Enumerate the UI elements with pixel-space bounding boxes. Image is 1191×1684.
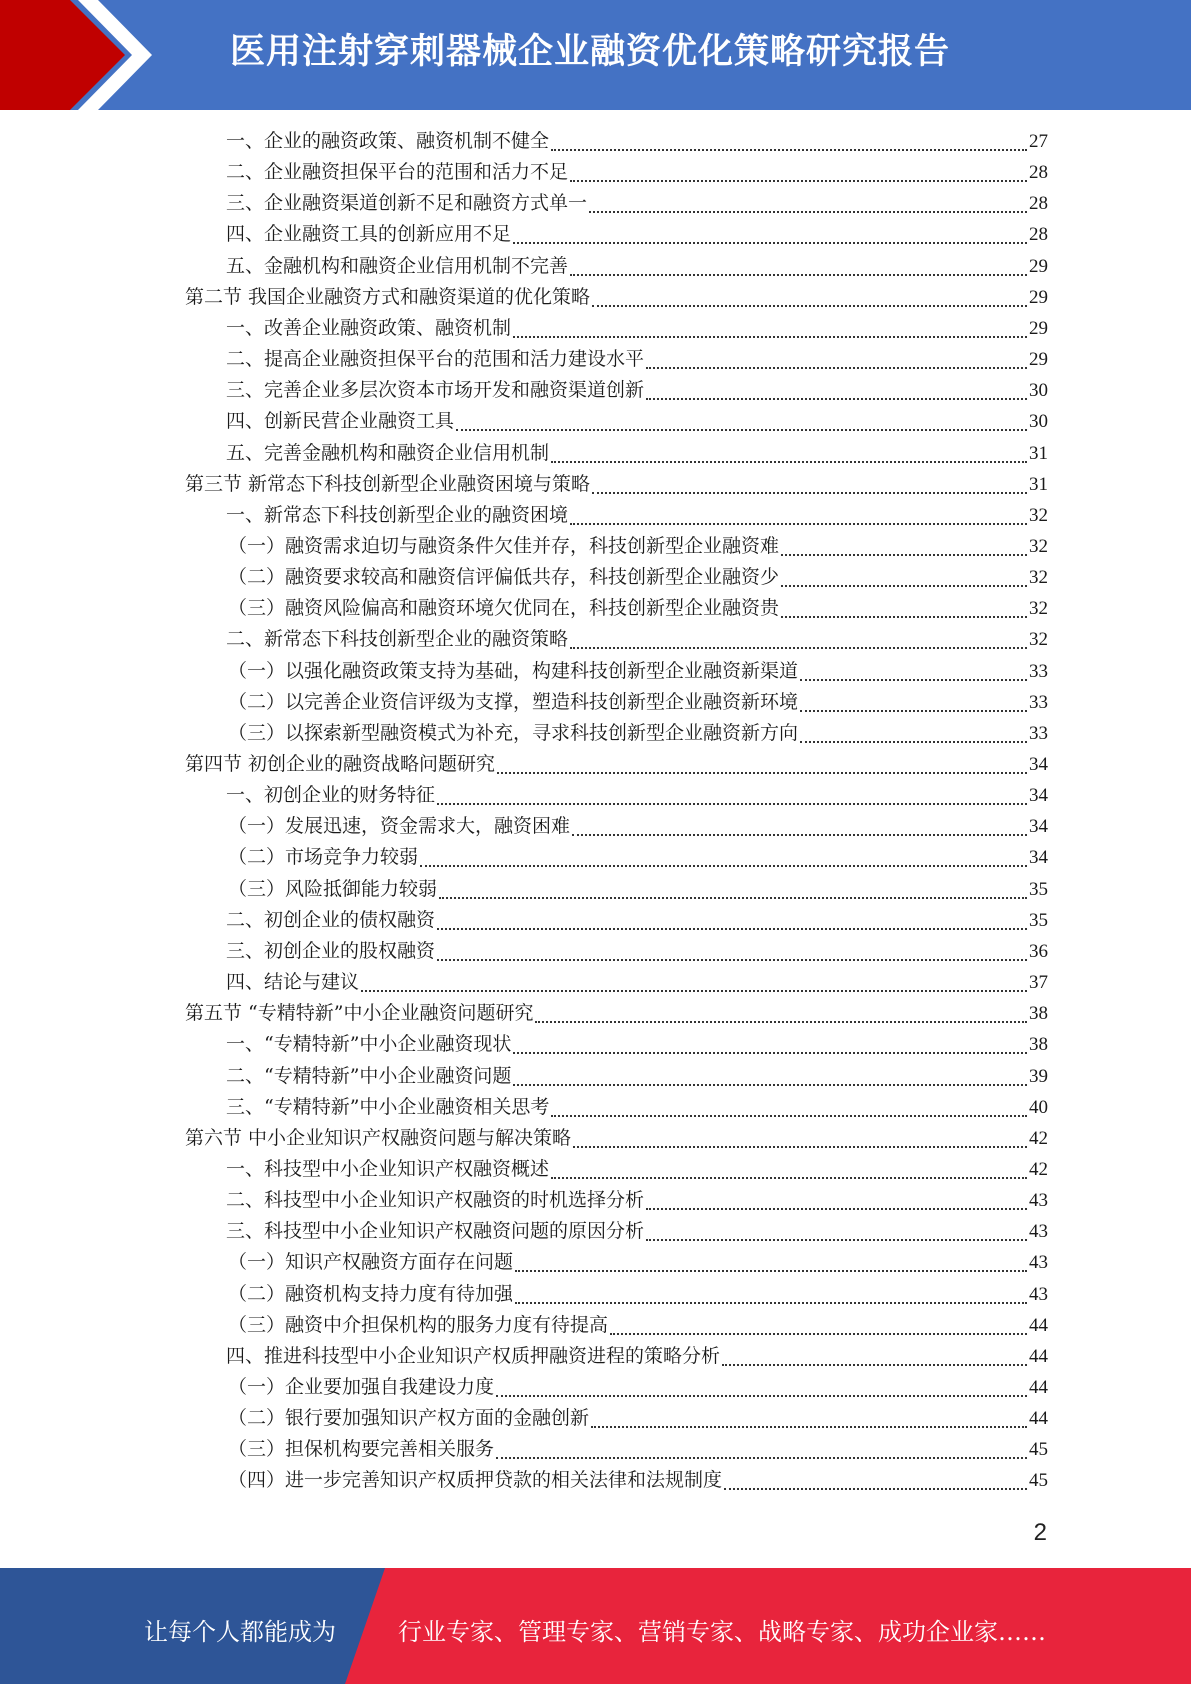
toc-entry[interactable]	[226, 188, 1048, 219]
toc-entry[interactable]	[228, 656, 1048, 687]
toc-entry-label: （四）进一步完善知识产权质押贷款的相关法律和法规制度	[228, 1469, 723, 1491]
toc-leader-dots	[513, 242, 1027, 244]
toc-entry-label: 二、企业融资担保平台的范围和活力不足	[226, 161, 569, 183]
toc-entry-page: 32	[1029, 505, 1048, 526]
toc-entry[interactable]	[226, 967, 1048, 998]
toc-entry[interactable]	[226, 1341, 1048, 1372]
toc-entry-page: 34	[1029, 847, 1048, 868]
toc-entry[interactable]	[226, 219, 1048, 250]
toc-leader-dots	[361, 990, 1027, 992]
toc-entry-label: （三）风险抵御能力较弱	[228, 878, 438, 900]
toc-entry[interactable]	[226, 1154, 1048, 1185]
toc-entry-label: 四、推进科技型中小企业知识产权质押融资进程的策略分析	[226, 1345, 721, 1367]
toc-entry-page: 45	[1029, 1439, 1048, 1460]
toc-entry-label: 三、企业融资渠道创新不足和融资方式单一	[226, 192, 588, 214]
toc-entry-label: 四、创新民营企业融资工具	[226, 410, 455, 432]
toc-entry-label: 第五节 “专精特新”中小企业融资问题研究	[185, 1002, 534, 1024]
toc-entry-page: 32	[1029, 629, 1048, 650]
toc-entry[interactable]	[226, 313, 1048, 344]
toc-entry[interactable]	[226, 624, 1048, 655]
toc-leader-dots	[497, 772, 1027, 774]
toc-leader-dots	[592, 305, 1027, 307]
toc-entry-label: 四、结论与建议	[226, 971, 360, 993]
toc-entry[interactable]	[226, 251, 1048, 282]
toc-entry-page: 44	[1029, 1408, 1048, 1429]
toc-leader-dots	[610, 1333, 1027, 1335]
toc-entry[interactable]	[228, 811, 1048, 842]
toc-leader-dots	[570, 647, 1027, 649]
toc-entry-label: 三、科技型中小企业知识产权融资问题的原因分析	[226, 1220, 645, 1242]
toc-entry-label: （二）以完善企业资信评级为支撑，塑造科技创新型企业融资新环境	[228, 691, 799, 713]
toc-entry[interactable]	[228, 1279, 1048, 1310]
toc-entry[interactable]	[228, 874, 1048, 905]
toc-entry-page: 33	[1029, 661, 1048, 682]
toc-leader-dots	[513, 1084, 1027, 1086]
toc-leader-dots	[570, 180, 1027, 182]
toc-entry-page: 36	[1029, 941, 1048, 962]
toc-entry[interactable]	[185, 282, 1048, 313]
toc-entry-label: （一）以强化融资政策支持为基础，构建科技创新型企业融资新渠道	[228, 660, 799, 682]
toc-entry-page: 37	[1029, 972, 1048, 993]
toc-entry-page: 34	[1029, 754, 1048, 775]
toc-entry[interactable]	[226, 1185, 1048, 1216]
toc-entry[interactable]	[228, 1465, 1048, 1496]
toc-entry-page: 34	[1029, 785, 1048, 806]
toc-entry[interactable]	[185, 469, 1048, 500]
toc-entry[interactable]	[228, 1247, 1048, 1278]
toc-entry-label: 二、新常态下科技创新型企业的融资策略	[226, 628, 569, 650]
toc-entry-page: 29	[1029, 318, 1048, 339]
toc-entry-label: 第六节 中小企业知识产权融资问题与解决策略	[185, 1127, 572, 1149]
toc-leader-dots	[646, 367, 1027, 369]
toc-leader-dots	[437, 803, 1027, 805]
toc-entry-label: 三、完善企业多层次资本市场开发和融资渠道创新	[226, 379, 645, 401]
toc-entry-label: 五、金融机构和融资企业信用机制不完善	[226, 255, 569, 277]
toc-entry-label: （三）担保机构要完善相关服务	[228, 1438, 495, 1460]
toc-leader-dots	[437, 928, 1027, 930]
toc-entry-page: 28	[1029, 224, 1048, 245]
toc-entry-label: 三、“专精特新”中小企业融资相关思考	[226, 1096, 550, 1118]
toc-entry-page: 28	[1029, 162, 1048, 183]
toc-entry[interactable]	[226, 1092, 1048, 1123]
toc-leader-dots	[513, 336, 1027, 338]
toc-entry-label: 三、初创企业的股权融资	[226, 940, 436, 962]
toc-leader-dots	[551, 461, 1027, 463]
toc-entry[interactable]	[228, 593, 1048, 624]
toc-entry-page: 40	[1029, 1097, 1048, 1118]
toc-entry[interactable]	[185, 749, 1048, 780]
toc-entry[interactable]	[228, 687, 1048, 718]
toc-leader-dots	[437, 959, 1027, 961]
toc-leader-dots	[496, 1457, 1027, 1459]
toc-entry-label: （一）融资需求迫切与融资条件欠佳并存，科技创新型企业融资难	[228, 535, 780, 557]
toc-leader-dots	[551, 1115, 1027, 1117]
toc-entry-label: （三）融资中介担保机构的服务力度有待提高	[228, 1314, 609, 1336]
toc-entry[interactable]	[228, 1434, 1048, 1465]
toc-entry-page: 33	[1029, 692, 1048, 713]
toc-leader-dots	[439, 897, 1027, 899]
footer-slogan-left: 让每个人都能成为	[144, 1618, 336, 1646]
toc-entry-page: 42	[1029, 1159, 1048, 1180]
toc-entry-label: 一、科技型中小企业知识产权融资概述	[226, 1158, 550, 1180]
toc-leader-dots	[589, 211, 1027, 213]
toc-leader-dots	[781, 616, 1027, 618]
toc-entry[interactable]	[185, 1123, 1048, 1154]
toc-entry-label: 一、新常态下科技创新型企业的融资困境	[226, 504, 569, 526]
toc-leader-dots	[572, 834, 1027, 836]
toc-entry-page: 43	[1029, 1284, 1048, 1305]
toc-entry-page: 34	[1029, 816, 1048, 837]
toc-entry-page: 29	[1029, 287, 1048, 308]
toc-entry-page: 31	[1029, 474, 1048, 495]
toc-entry-label: 第四节 初创企业的融资战略问题研究	[185, 753, 496, 775]
toc-leader-dots	[496, 1395, 1027, 1397]
toc-leader-dots	[800, 741, 1027, 743]
toc-entry-label: （一）企业要加强自我建设力度	[228, 1376, 495, 1398]
toc-entry[interactable]	[226, 406, 1048, 437]
toc-entry[interactable]	[226, 438, 1048, 469]
toc-entry-label: （一）发展迅速，资金需求大，融资困难	[228, 815, 571, 837]
toc-entry-label: （三）融资风险偏高和融资环境欠优同在，科技创新型企业融资贵	[228, 597, 780, 619]
toc-entry-page: 32	[1029, 536, 1048, 557]
toc-entry[interactable]	[226, 1029, 1048, 1060]
toc-entry-label: （二）融资要求较高和融资信评偏低共存，科技创新型企业融资少	[228, 566, 780, 588]
toc-entry-label: 二、提高企业融资担保平台的范围和活力建设水平	[226, 348, 645, 370]
toc-entry[interactable]	[226, 936, 1048, 967]
toc-leader-dots	[800, 679, 1027, 681]
toc-entry-page: 29	[1029, 256, 1048, 277]
toc-leader-dots	[592, 492, 1027, 494]
toc-leader-dots	[535, 1021, 1027, 1023]
toc-entry-label: （三）以探索新型融资模式为补充，寻求科技创新型企业融资新方向	[228, 722, 799, 744]
toc-leader-dots	[551, 149, 1027, 151]
toc-entry-label: 一、改善企业融资政策、融资机制	[226, 317, 512, 339]
toc-entry-page: 28	[1029, 193, 1048, 214]
toc-entry-label: （一）知识产权融资方面存在问题	[228, 1251, 514, 1273]
toc-leader-dots	[573, 1146, 1027, 1148]
toc-entry-label: （二）融资机构支持力度有待加强	[228, 1283, 514, 1305]
footer-slogan-right: 行业专家、管理专家、营销专家、战略专家、成功企业家……	[398, 1618, 1046, 1646]
toc-leader-dots	[646, 398, 1027, 400]
toc-entry-page: 33	[1029, 723, 1048, 744]
toc-entry[interactable]	[226, 1061, 1048, 1092]
toc-entry-page: 43	[1029, 1252, 1048, 1273]
toc-leader-dots	[722, 1364, 1027, 1366]
toc-leader-dots	[513, 1052, 1027, 1054]
toc-leader-dots	[724, 1488, 1027, 1490]
toc-entry-label: 五、完善金融机构和融资企业信用机制	[226, 442, 550, 464]
toc-entry-label: 第二节 我国企业融资方式和融资渠道的优化策略	[185, 286, 591, 308]
toc-entry-label: 一、企业的融资政策、融资机制不健全	[226, 130, 550, 152]
toc-leader-dots	[591, 1426, 1027, 1428]
toc-entry-page: 31	[1029, 443, 1048, 464]
toc-entry-label: 二、初创企业的债权融资	[226, 909, 436, 931]
toc-entry-page: 32	[1029, 598, 1048, 619]
toc-entry[interactable]	[226, 500, 1048, 531]
toc-leader-dots	[800, 710, 1027, 712]
toc-entry-page: 27	[1029, 131, 1048, 152]
toc-entry-label: 第三节 新常态下科技创新型企业融资困境与策略	[185, 473, 591, 495]
toc-entry[interactable]	[228, 842, 1048, 873]
toc-leader-dots	[570, 274, 1027, 276]
toc-entry-page: 45	[1029, 1470, 1048, 1491]
toc-entry-page: 32	[1029, 567, 1048, 588]
toc-entry-page: 43	[1029, 1221, 1048, 1242]
toc-entry[interactable]	[226, 126, 1048, 157]
toc-entry-page: 29	[1029, 349, 1048, 370]
toc-leader-dots	[420, 865, 1027, 867]
toc-entry-label: （二）市场竞争力较弱	[228, 846, 419, 868]
toc-leader-dots	[515, 1302, 1027, 1304]
toc-entry[interactable]	[228, 562, 1048, 593]
toc-entry-page: 38	[1029, 1003, 1048, 1024]
toc-entry-label: 一、初创企业的财务特征	[226, 784, 436, 806]
toc-entry-page: 42	[1029, 1128, 1048, 1149]
page-number: 2	[1033, 1519, 1047, 1546]
toc-entry-label: 二、“专精特新”中小企业融资问题	[226, 1065, 512, 1087]
toc-entry[interactable]	[228, 718, 1048, 749]
toc-entry-page: 43	[1029, 1190, 1048, 1211]
toc-entry[interactable]	[226, 157, 1048, 188]
page-header	[0, 0, 1191, 110]
toc-entry[interactable]	[226, 375, 1048, 406]
toc-entry-page: 38	[1029, 1034, 1048, 1055]
toc-leader-dots	[781, 554, 1027, 556]
toc-entry-label: 四、企业融资工具的创新应用不足	[226, 223, 512, 245]
toc-entry-page: 39	[1029, 1066, 1048, 1087]
toc-entry[interactable]	[185, 998, 1048, 1029]
toc-entry-page: 44	[1029, 1315, 1048, 1336]
toc-entry[interactable]	[228, 1310, 1048, 1341]
toc-entry-page: 44	[1029, 1377, 1048, 1398]
toc-entry[interactable]	[226, 905, 1048, 936]
toc-entry[interactable]	[228, 1372, 1048, 1403]
toc-leader-dots	[456, 429, 1027, 431]
report-title: 医用注射穿刺器械企业融资优化策略研究报告	[230, 32, 951, 72]
toc-entry[interactable]	[226, 780, 1048, 811]
toc-entry-page: 35	[1029, 910, 1048, 931]
toc-leader-dots	[646, 1239, 1027, 1241]
toc-leader-dots	[551, 1177, 1027, 1179]
toc-entry[interactable]	[226, 1216, 1048, 1247]
toc-entry-page: 35	[1029, 879, 1048, 900]
toc-entry-page: 44	[1029, 1346, 1048, 1367]
toc-leader-dots	[515, 1270, 1027, 1272]
toc-entry[interactable]	[226, 344, 1048, 375]
toc-leader-dots	[646, 1208, 1027, 1210]
toc-entry-label: （二）银行要加强知识产权方面的金融创新	[228, 1407, 590, 1429]
toc-leader-dots	[570, 523, 1027, 525]
toc-entry-label: 一、“专精特新”中小企业融资现状	[226, 1033, 512, 1055]
toc-entry-page: 30	[1029, 411, 1048, 432]
toc-entry-label: 二、科技型中小企业知识产权融资的时机选择分析	[226, 1189, 645, 1211]
toc-entry[interactable]	[228, 531, 1048, 562]
toc-leader-dots	[781, 585, 1027, 587]
toc-entry[interactable]	[228, 1403, 1048, 1434]
toc-entry-page: 30	[1029, 380, 1048, 401]
